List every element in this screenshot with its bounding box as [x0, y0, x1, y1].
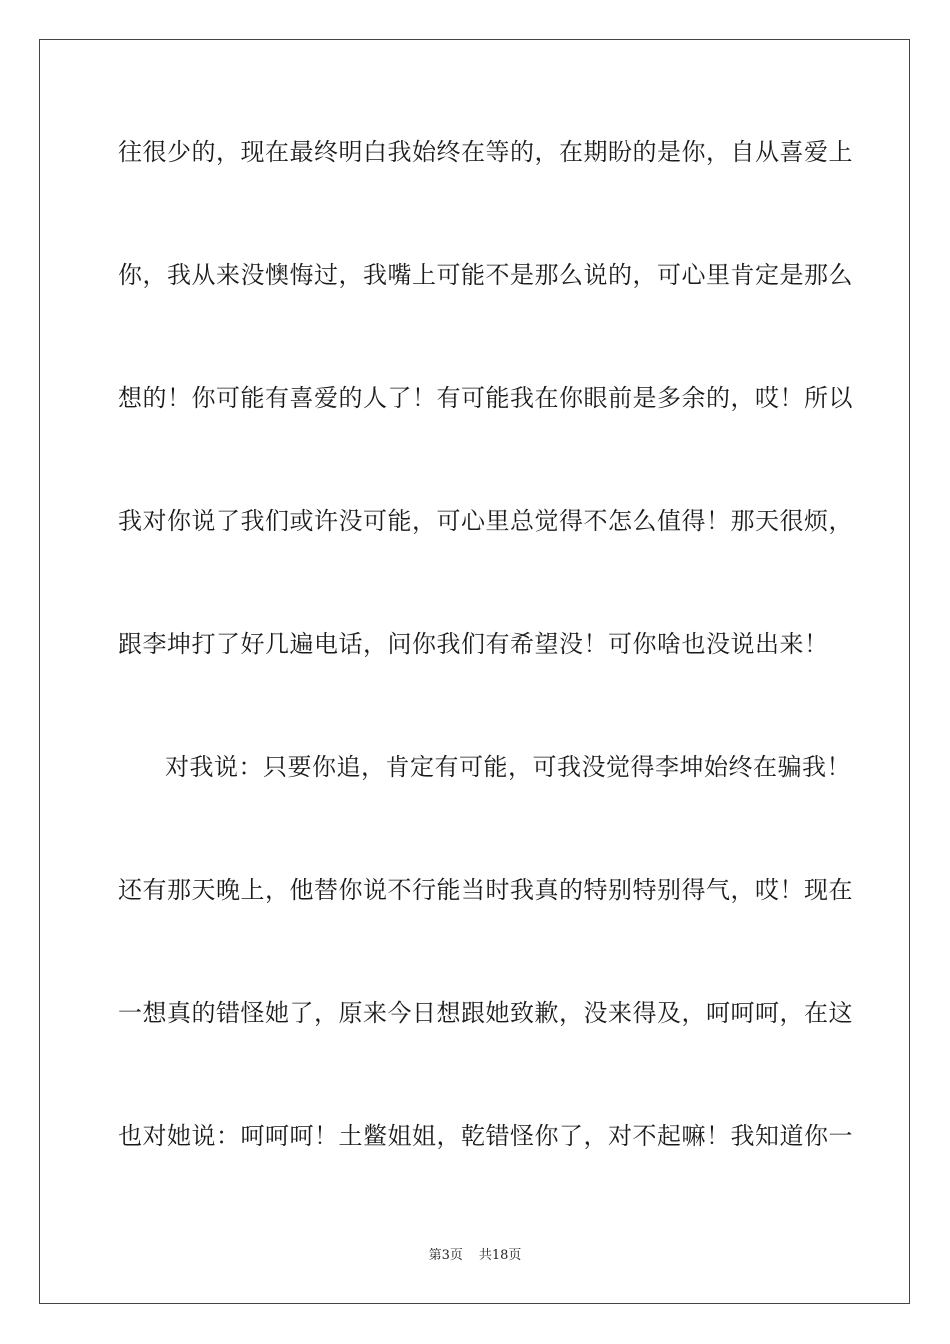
text-line-3: 想的！你可能有喜爱的人了！有可能我在你眼前是多余的，哎！所以	[118, 384, 853, 412]
page-border	[39, 39, 910, 1304]
text-line-7: 还有那天晚上，他替你说不行能当时我真的特别特别得气，哎！现在	[118, 876, 853, 904]
text-line-4: 我对你说了我们或许没可能，可心里总觉得不怎么值得！那天很烦，	[118, 507, 853, 535]
text-line-8: 一想真的错怪她了，原来今日想跟她致歉，没来得及，呵呵呵，在这	[118, 999, 853, 1027]
page-total: 共18页	[478, 1248, 522, 1263]
text-line-6: 对我说：只要你追，肯定有可能，可我没觉得李坤始终在骗我！	[165, 753, 851, 781]
page-number: 第3页	[428, 1248, 463, 1263]
text-line-1: 往很少的，现在最终明白我始终在等的，在期盼的是你，自从喜爱上	[118, 138, 853, 166]
text-line-5: 跟李坤打了好几遍电话，问你我们有希望没！可你啥也没说出来！	[118, 630, 829, 658]
page-footer	[0, 1247, 950, 1265]
text-line-9: 也对她说：呵呵呵！土鳖姐姐，乾错怪你了，对不起嘛！我知道你一	[118, 1122, 853, 1150]
text-line-2: 你，我从来没懊悔过，我嘴上可能不是那么说的，可心里肯定是那么	[118, 261, 853, 289]
